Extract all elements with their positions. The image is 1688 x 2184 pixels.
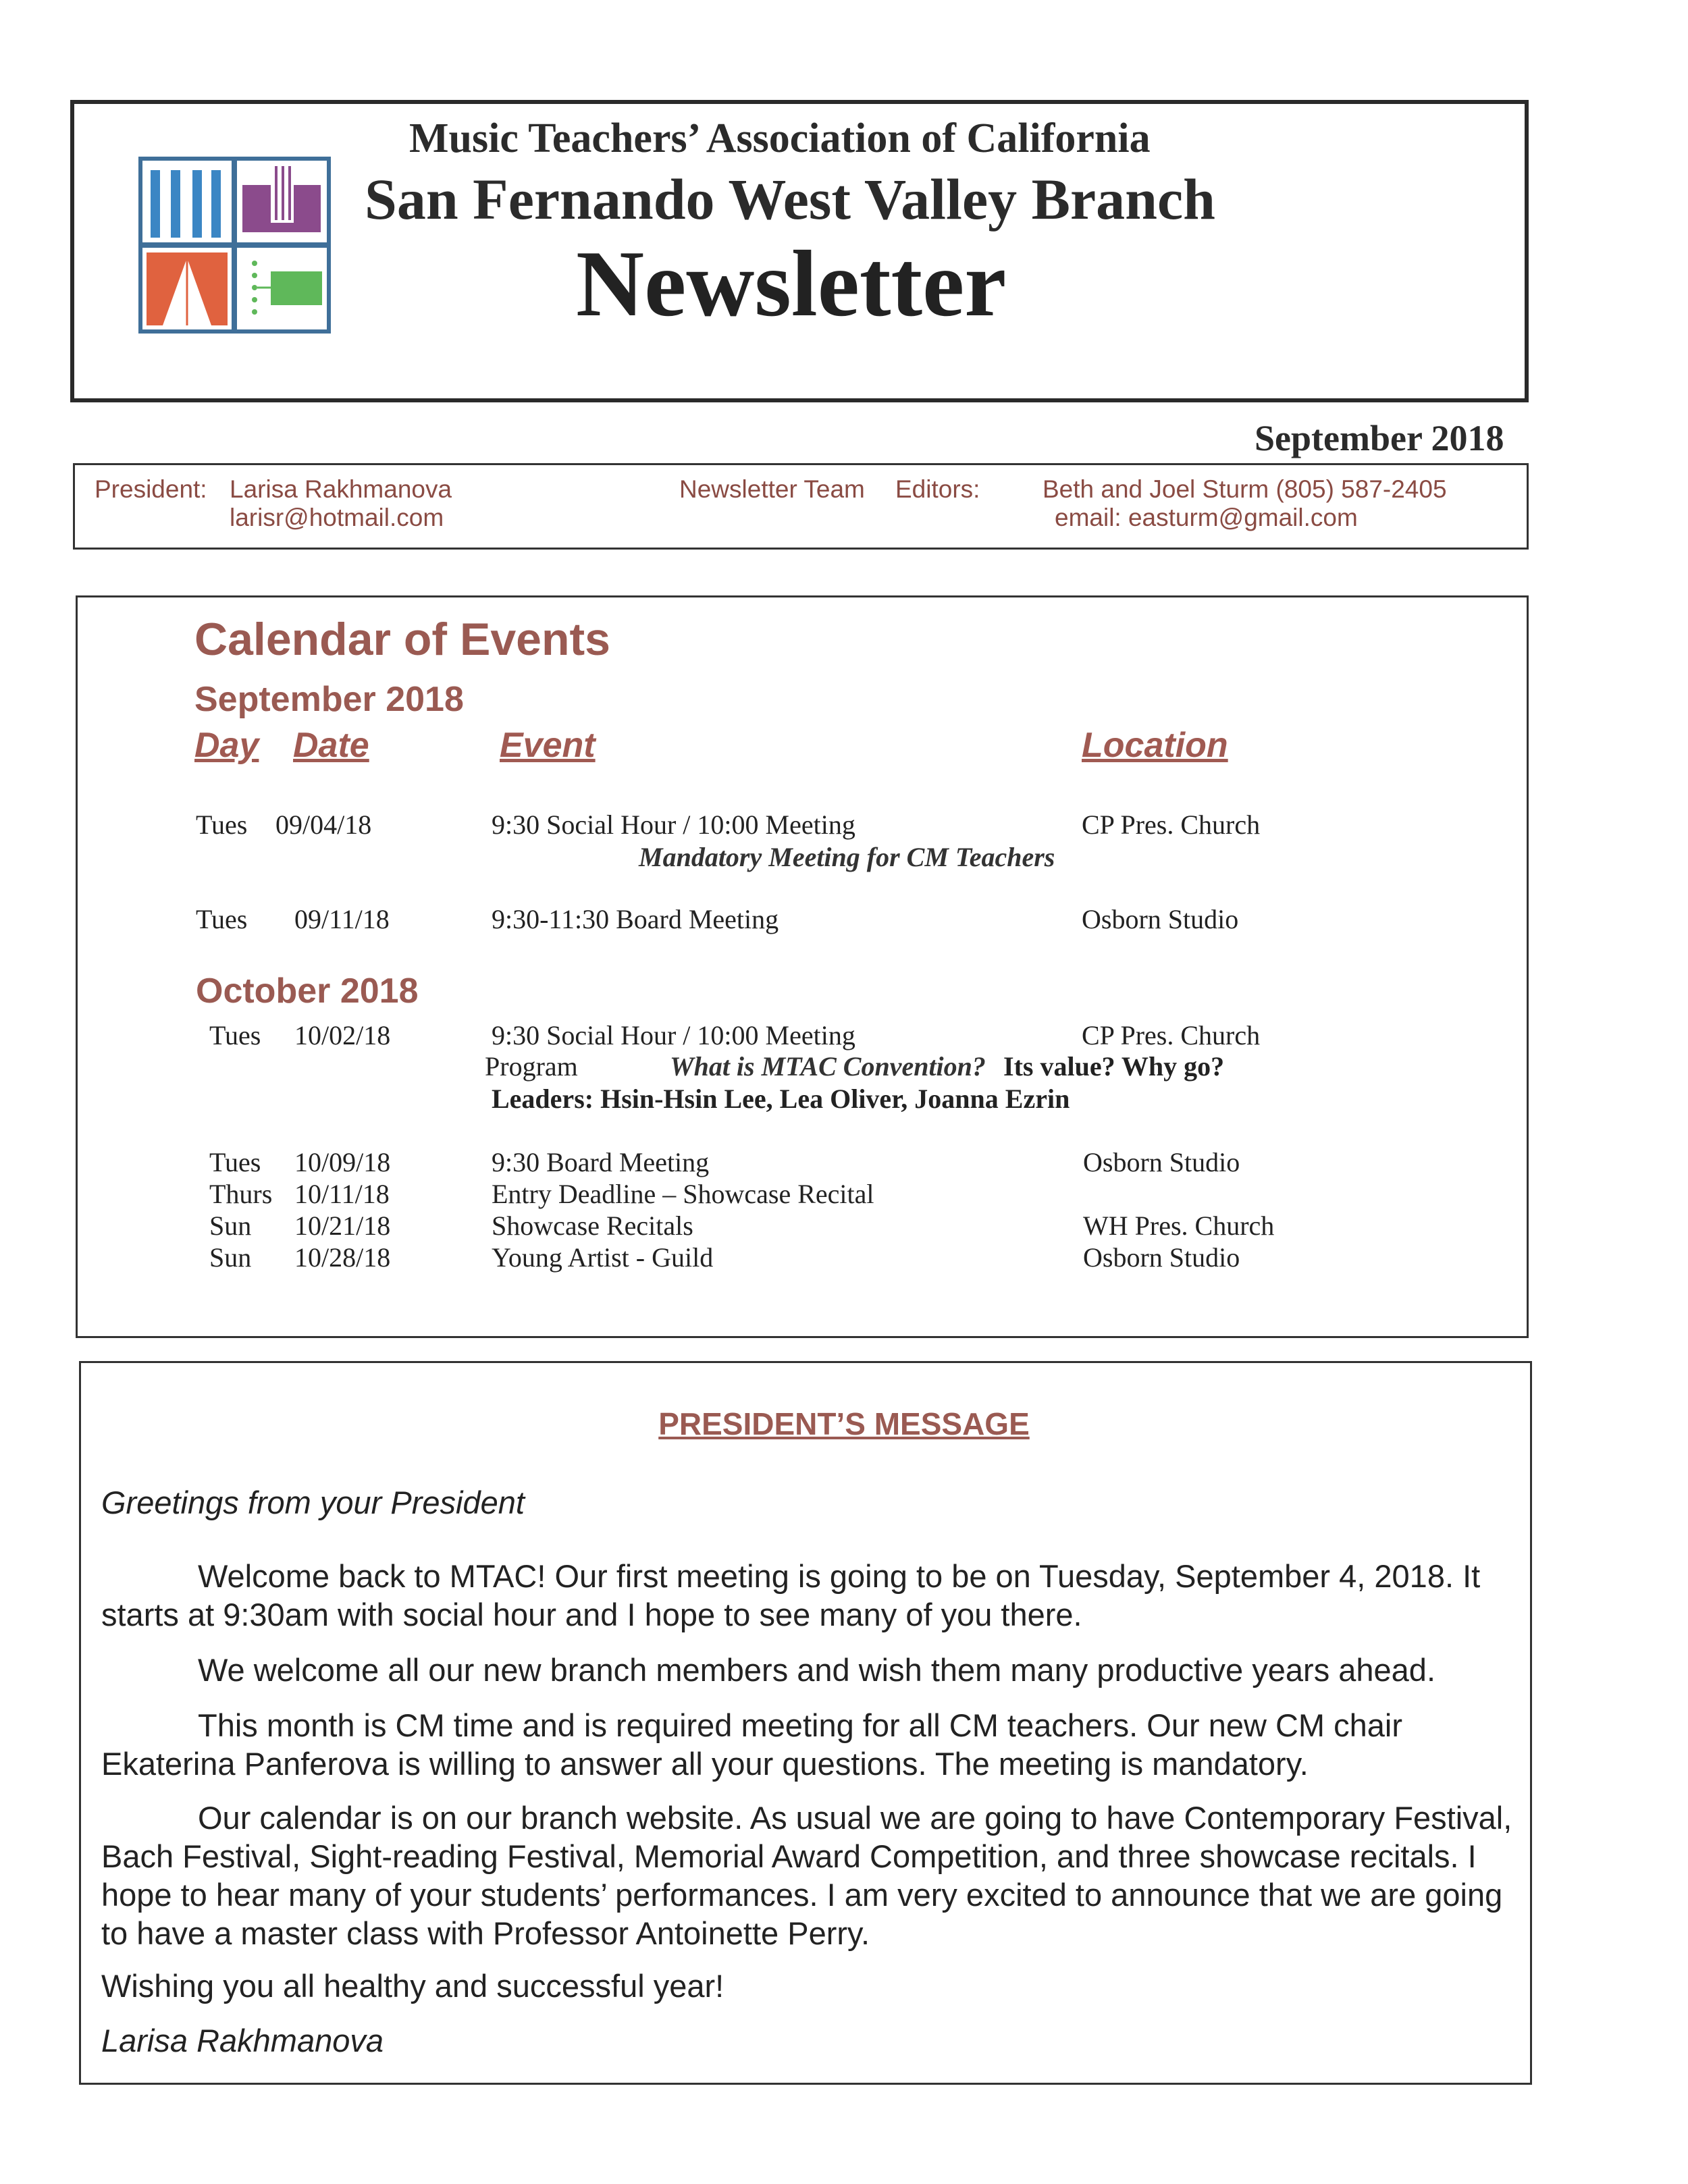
branch-name: San Fernando West Valley Branch <box>365 167 1215 232</box>
president-name: Larisa Rakhmanova <box>230 475 452 503</box>
message-paragraph: Wishing you all healthy and successful year! <box>101 1968 724 2004</box>
event-day: Tues <box>209 1020 261 1050</box>
event-location: WH Pres. Church <box>1083 1210 1275 1241</box>
september-heading: September 2018 <box>194 680 464 719</box>
editors-email[interactable]: email: easturm@gmail.com <box>1055 504 1358 531</box>
event-title: 9:30 Social Hour / 10:00 Meeting <box>492 1020 855 1050</box>
greeting: Greetings from your President <box>101 1485 525 1520</box>
issue-date: September 2018 <box>1255 418 1504 458</box>
event-date: 10/28/18 <box>294 1242 391 1273</box>
event-date: 10/02/18 <box>294 1020 391 1050</box>
president-message-title: PRESIDENT’S MESSAGE <box>658 1406 1030 1441</box>
event-date: 10/21/18 <box>294 1210 391 1241</box>
newsletter-title: Newsletter <box>576 232 1007 336</box>
program-leaders: Leaders: Hsin-Hsin Lee, Lea Oliver, Joanna Ezrin <box>492 1084 1070 1114</box>
event-date: 10/09/18 <box>294 1147 391 1177</box>
event-date: 09/04/18 <box>275 809 372 840</box>
column-day: Day <box>194 726 259 765</box>
event-location: CP Pres. Church <box>1082 809 1261 840</box>
mtac-logo-icon <box>138 157 331 334</box>
event-day: Thurs <box>209 1179 273 1209</box>
column-date: Date <box>293 726 369 765</box>
message-paragraph: We welcome all our new branch members and wish them many productive years ahead. <box>198 1652 1435 1688</box>
event-day: Sun <box>209 1242 252 1273</box>
event-day: Tues <box>196 904 248 934</box>
event-day: Tues <box>196 809 248 840</box>
event-title: 9:30 Board Meeting <box>492 1147 710 1177</box>
event-title: Entry Deadline – Showcase Recital <box>492 1179 874 1209</box>
october-heading: October 2018 <box>196 971 419 1011</box>
president-label: President: <box>95 475 207 503</box>
event-title: 9:30 Social Hour / 10:00 Meeting <box>492 809 855 840</box>
editors-label: Editors: <box>895 475 980 503</box>
program-question: Its value? Why go? <box>1003 1051 1225 1082</box>
newsletter-team-label: Newsletter Team <box>679 475 865 503</box>
event-title: Showcase Recitals <box>492 1210 693 1241</box>
column-event: Event <box>500 726 596 765</box>
event-date: 10/11/18 <box>294 1179 390 1209</box>
event-title: Young Artist - Guild <box>492 1242 714 1273</box>
event-location: Osborn Studio <box>1083 1242 1240 1273</box>
signature: Larisa Rakhmanova <box>101 2023 384 2058</box>
event-date: 09/11/18 <box>294 904 390 934</box>
president-email[interactable]: larisr@hotmail.com <box>230 504 444 531</box>
org-name: Music Teachers’ Association of California <box>409 115 1151 161</box>
event-day: Sun <box>209 1210 252 1241</box>
message-paragraph: Our calendar is on our branch website. As usual we are going to have Contemporary Festival, Bach Festival, Sight-reading Festival, Memorial Award Competition, and three showcase recitals. I hope to hear many of your students’ performances. I am very excited to announce that we are going to have a master class with Professor Antoinette Perry. <box>101 1800 1512 1951</box>
event-day: Tues <box>209 1147 261 1177</box>
event-note: Mandatory Meeting for CM Teachers <box>639 842 1055 872</box>
event-location: Osborn Studio <box>1083 1147 1240 1177</box>
program-label: Program <box>485 1051 578 1082</box>
editors-name: Beth and Joel Sturm (805) 587-2405 <box>1043 475 1447 503</box>
program-topic: What is MTAC Convention? <box>670 1051 986 1082</box>
calendar-title: Calendar of Events <box>194 614 610 665</box>
column-location: Location <box>1082 726 1228 765</box>
message-paragraph: Welcome back to MTAC! Our first meeting is going to be on Tuesday, September 4, 2018. It starts at 9:30am with social hour and I hope to see many of you there. <box>101 1558 1481 1632</box>
event-title: 9:30-11:30 Board Meeting <box>492 904 779 934</box>
message-paragraph: This month is CM time and is required meeting for all CM teachers. Our new CM chair Ekaterina Panferova is willing to answer all your questions. The meeting is mandatory. <box>101 1707 1403 1782</box>
event-location: Osborn Studio <box>1082 904 1239 934</box>
event-location: CP Pres. Church <box>1082 1020 1261 1050</box>
